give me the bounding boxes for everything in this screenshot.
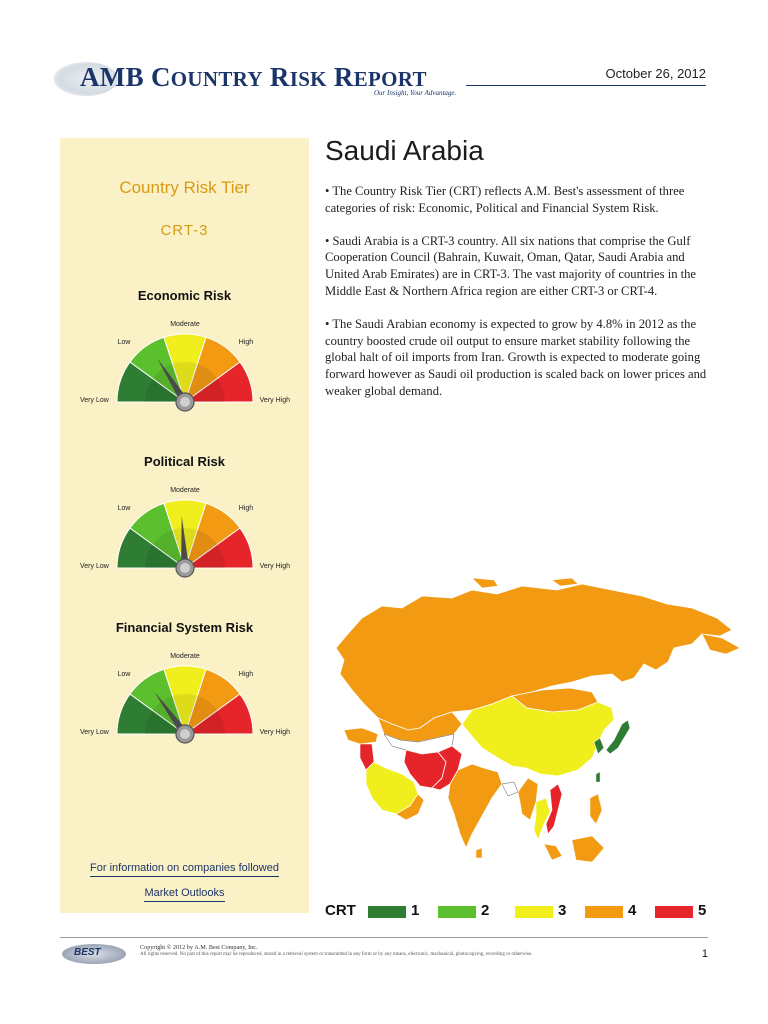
asia-risk-map [322,578,740,880]
legend-num: 1 [411,902,420,919]
gauge-dial [80,472,290,584]
gauge-label: Very High [259,729,290,736]
report-date: October 26, 2012 [605,66,706,81]
page-number: 1 [701,948,708,960]
tagline: Our Insight, Your Advantage. [374,89,457,97]
country-title: Saudi Arabia [325,135,484,166]
gauge-label: Very Low [80,563,109,570]
footer-logo-text: BEST [74,947,101,958]
turkey-region [344,728,378,744]
kamchatka-region [702,634,740,654]
paragraph: • Saudi Arabia is a CRT-3 country. All six nations that comprise the Gulf Cooperation Council (Bahrain, Kuwait, Oman, Qatar, Saudi Arabia and United Arab Emirates) are in CRT-3. The vast majority of countries in the Middle East & Northern Africa region are either CRT-3 or CRT-4. [325,233,697,298]
sri-lanka-region [476,848,482,858]
political-risk-gauge [60,454,309,604]
gauge-title: Economic Risk [137,288,232,303]
arctic-island [552,578,578,586]
footer-rule [60,937,708,938]
legend-swatch [585,906,623,918]
gauge-label: High [238,339,254,346]
paragraph: • The Saudi Arabian economy is expected to grow by 4.8% in 2012 as the country boosted crude oil output to ensure market stability following the global halt of oil imports from Iran. Growth is expected to moderate going forward however as Saudi oil production is scaled back on lower prices and weaker global demand. [325,316,707,398]
paragraph: • The Country Risk Tier (CRT) reflects A.M. Best's assessment of three categories of risk: Economic, Political and Financial System Risk. [325,184,685,215]
legend-num: 3 [558,902,567,919]
economic-risk-gauge [60,288,309,438]
gauge-hub-center [180,563,190,573]
legend-num: 5 [698,902,707,919]
gauge-label: Very High [259,563,290,570]
gauge-dial [80,306,290,418]
philippines-region [590,794,602,824]
myanmar-region [518,778,538,820]
thailand-region [534,798,550,840]
report-body [325,183,707,416]
gauge-label: High [238,671,254,678]
gauge-dial [80,638,290,750]
gauge-label: Very High [259,397,290,404]
gauge-hub-center [180,397,190,407]
legend-swatch [655,906,693,918]
market-outlooks-link[interactable]: Market Outlooks [144,887,224,902]
gauge-hub-center [180,729,190,739]
copyright: Copyright © 2012 by A.M. Best Company, Inc. [140,944,258,951]
gauge-label: Moderate [170,321,200,328]
india-region [448,764,502,848]
gauge-label: Low [117,505,131,512]
gauge-label: Moderate [170,487,200,494]
gauge-label: High [238,505,254,512]
crt-legend [325,900,715,924]
legend-swatch [515,906,553,918]
taiwan-region [596,772,600,782]
gauge-title: Political Risk [144,454,225,469]
gauge-label: Moderate [170,653,200,660]
header-rule [466,85,706,86]
legend-swatch [438,906,476,918]
borneo-region [572,836,604,862]
gauge-label: Low [117,339,131,346]
tier-title: Country Risk Tier [119,178,250,197]
gauge-label: Very Low [80,397,109,404]
arctic-island [472,578,498,588]
legend-num: 4 [628,902,637,919]
risk-sidebar [60,138,309,913]
legend-swatch [368,906,406,918]
gauge-label: Very Low [80,729,109,736]
gauge-label: Low [117,671,131,678]
info-links [60,862,309,902]
legend-num: 2 [481,902,490,919]
report-header [0,0,768,120]
rights-notice: All rights reserved. No part of this report may be reproduced, stored in a retrieval system or transmitted in any form or by any means, electronic, mechanical, photocopying, recording or otherwise. [140,952,533,957]
malaysia-region [544,844,562,860]
tier-value: CRT-3 [160,222,209,239]
companies-link[interactable]: For information on companies followed [90,862,279,877]
bangladesh-region [502,782,518,796]
financial-system-risk-gauge [60,620,309,770]
report-logo: AMB COUNTRY RISK REPORT [80,62,427,92]
legend-label: CRT [325,902,356,919]
japan-region [606,720,630,754]
gauge-title: Financial System Risk [115,620,254,635]
